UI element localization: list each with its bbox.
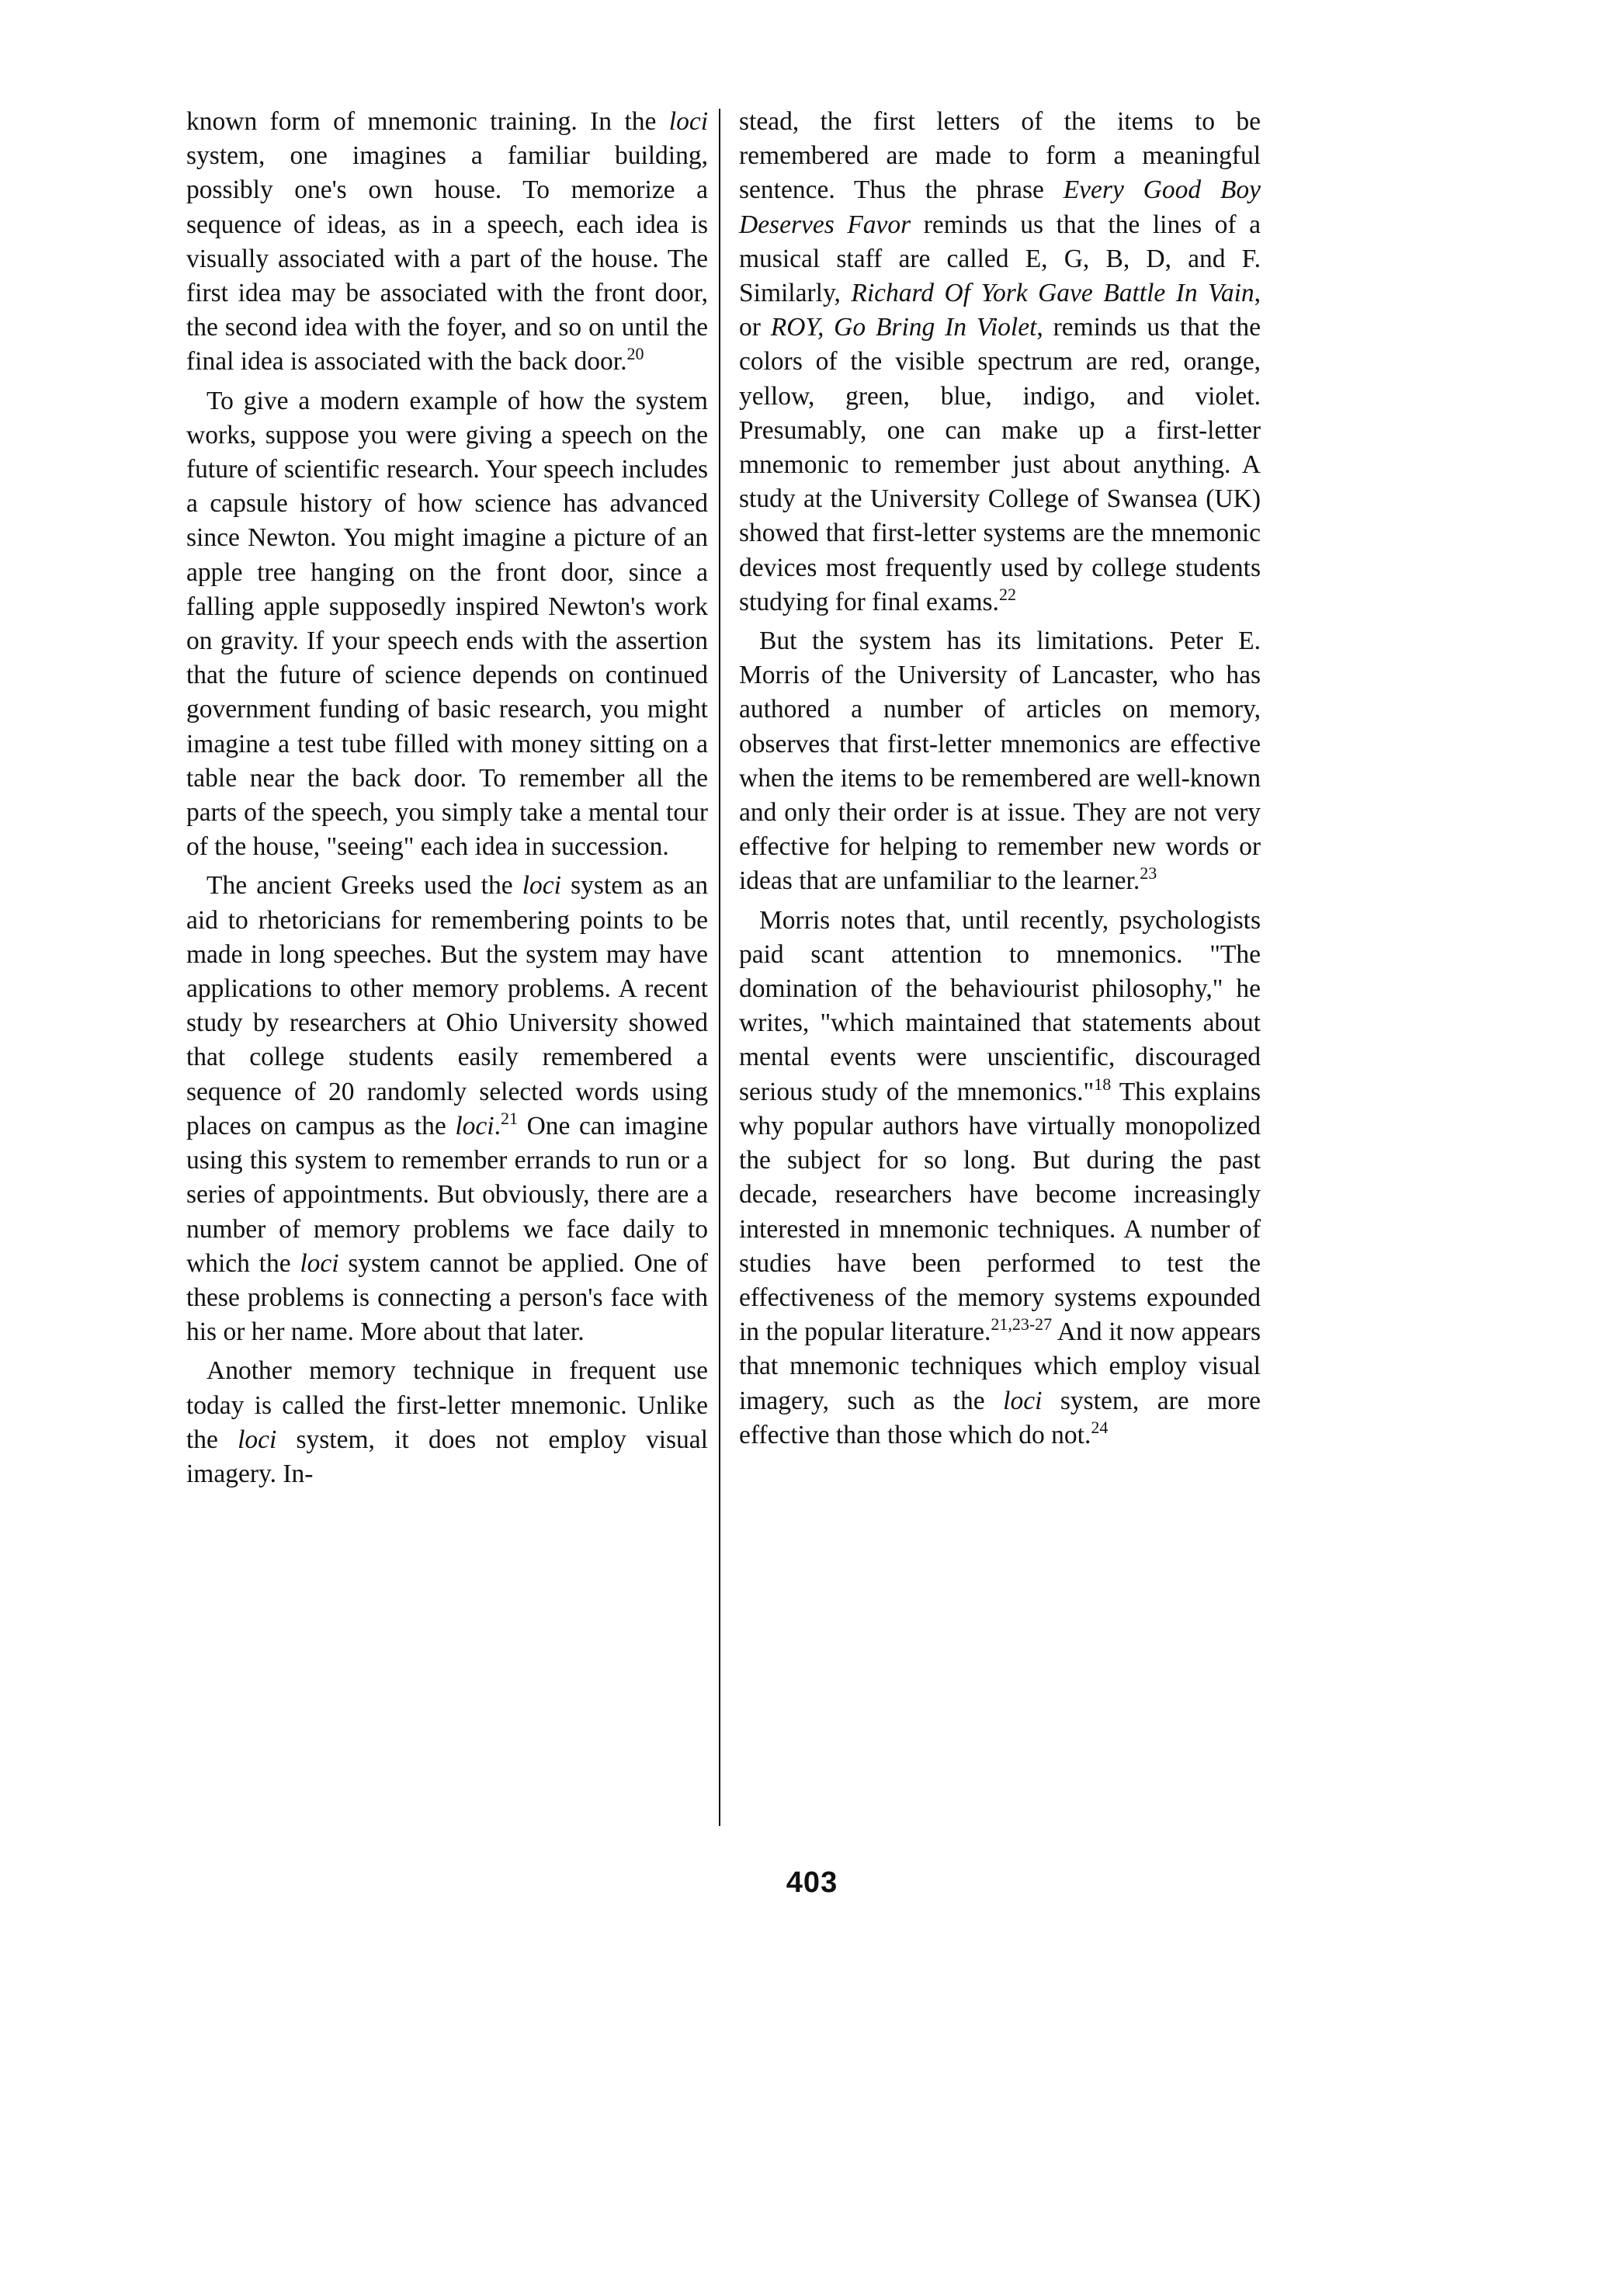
left-text-column xyxy=(186,105,708,1496)
page-number: 403 xyxy=(786,1866,838,1899)
column-divider xyxy=(719,109,720,1826)
paragraph-morris-notes: Morris notes that, until recently, psychologists paid scant attention to mnemonics. "The domination of the behaviourist philosophy," he writes, "which maintained that statements about mental events were unscientific, discouraged serious study of the mnemonics."$^{18}$ This explains why popular authors have virtually monopolized the subject for so long. But during the past decade, researchers have become increasingly interested in mnemonic techniques. A number of studies have been performed to test the effectiveness of the memory systems expounded in the popular literature.$^{21,23-27}$ And it now appears that mnemonic techniques which employ visual imagery, such as the loci system, are more effective than those which do not.$^{24}$ xyxy=(739,905,1261,1449)
paragraph-limitations: But the system has its limitations. Peter E. Morris of the University of Lancaster, who has authored a number of articles on memory, observes that first-letter mnemonics are effective when the items to be remembered are well-known and only their order is at issue. They are not very effective for helping to remember new words or ideas that are unfamiliar to the learner.$^{23}$ xyxy=(739,627,1261,896)
paragraph-loci-intro: known form of mnemonic training. In the loci system, one imagines a familiar building, possibly one's own house. To memorize a sequence of ideas, as in a speech, each idea is visually associated with a part of the house. The first idea may be associated with the front door, the second idea with the foyer, and so on until the final idea is associated with the back door.$^{20}$ xyxy=(186,107,708,377)
paragraph-first-letter-examples: stead, the first letters of the items to be remembered are made to form a meaningful sentence. Thus the phrase Every Good Boy Deserves Favor reminds us that the lines of a musical staff are called E, G, B, D, and F. Similarly, Richard Of York Gave Battle In Vain, or ROY, Go Bring In Violet, reminds us that the colors of the visible spectrum are red, orange, yellow, green, blue, indigo, and violet. Presumably, one can make up a first-letter mnemonic to remember just about anything. A study at the University College of Swansea (UK) showed that first-letter systems are the mnemonic devices most frequently used by college students studying for final exams.$^{22}$ xyxy=(739,107,1261,616)
paragraph-ancient-greeks: The ancient Greeks used the loci system as an aid to rhetoricians for remembering points to be made in long speeches. But the system may have applications to other memory problems. A recent study by researchers at Ohio University showed that college students easily remembered a sequence of 20 randomly selected words using places on campus as the loci.$^{21}$ One can imagine using this system to remember errands to run or a series of appointments. But obviously, there are a number of memory problems we face daily to which the loci system cannot be applied. One of these problems is connecting a person's face with his or her name. More about that later. xyxy=(186,871,708,1347)
paragraph-first-letter-intro: Another memory technique in frequent use today is called the first-letter mnemonic. Unlike the loci system, it does not employ visual imagery. In- xyxy=(186,1356,708,1488)
paragraph-modern-example: To give a modern example of how the system works, suppose you were giving a speech on the future of scientific research. Your speech includes a capsule history of how science has advanced since Newton. You might imagine a picture of an apple tree hanging on the front door, since a falling apple supposedly inspired Newton's work on gravity. If your speech ends with the assertion that the future of science depends on continued government funding of basic research, you might imagine a test tube filled with money sitting on a table near the back door. To remember all the parts of the speech, you simply take a mental tour of the house, "seeing" each idea in succession. xyxy=(186,386,708,862)
right-text-column xyxy=(739,105,1261,1457)
